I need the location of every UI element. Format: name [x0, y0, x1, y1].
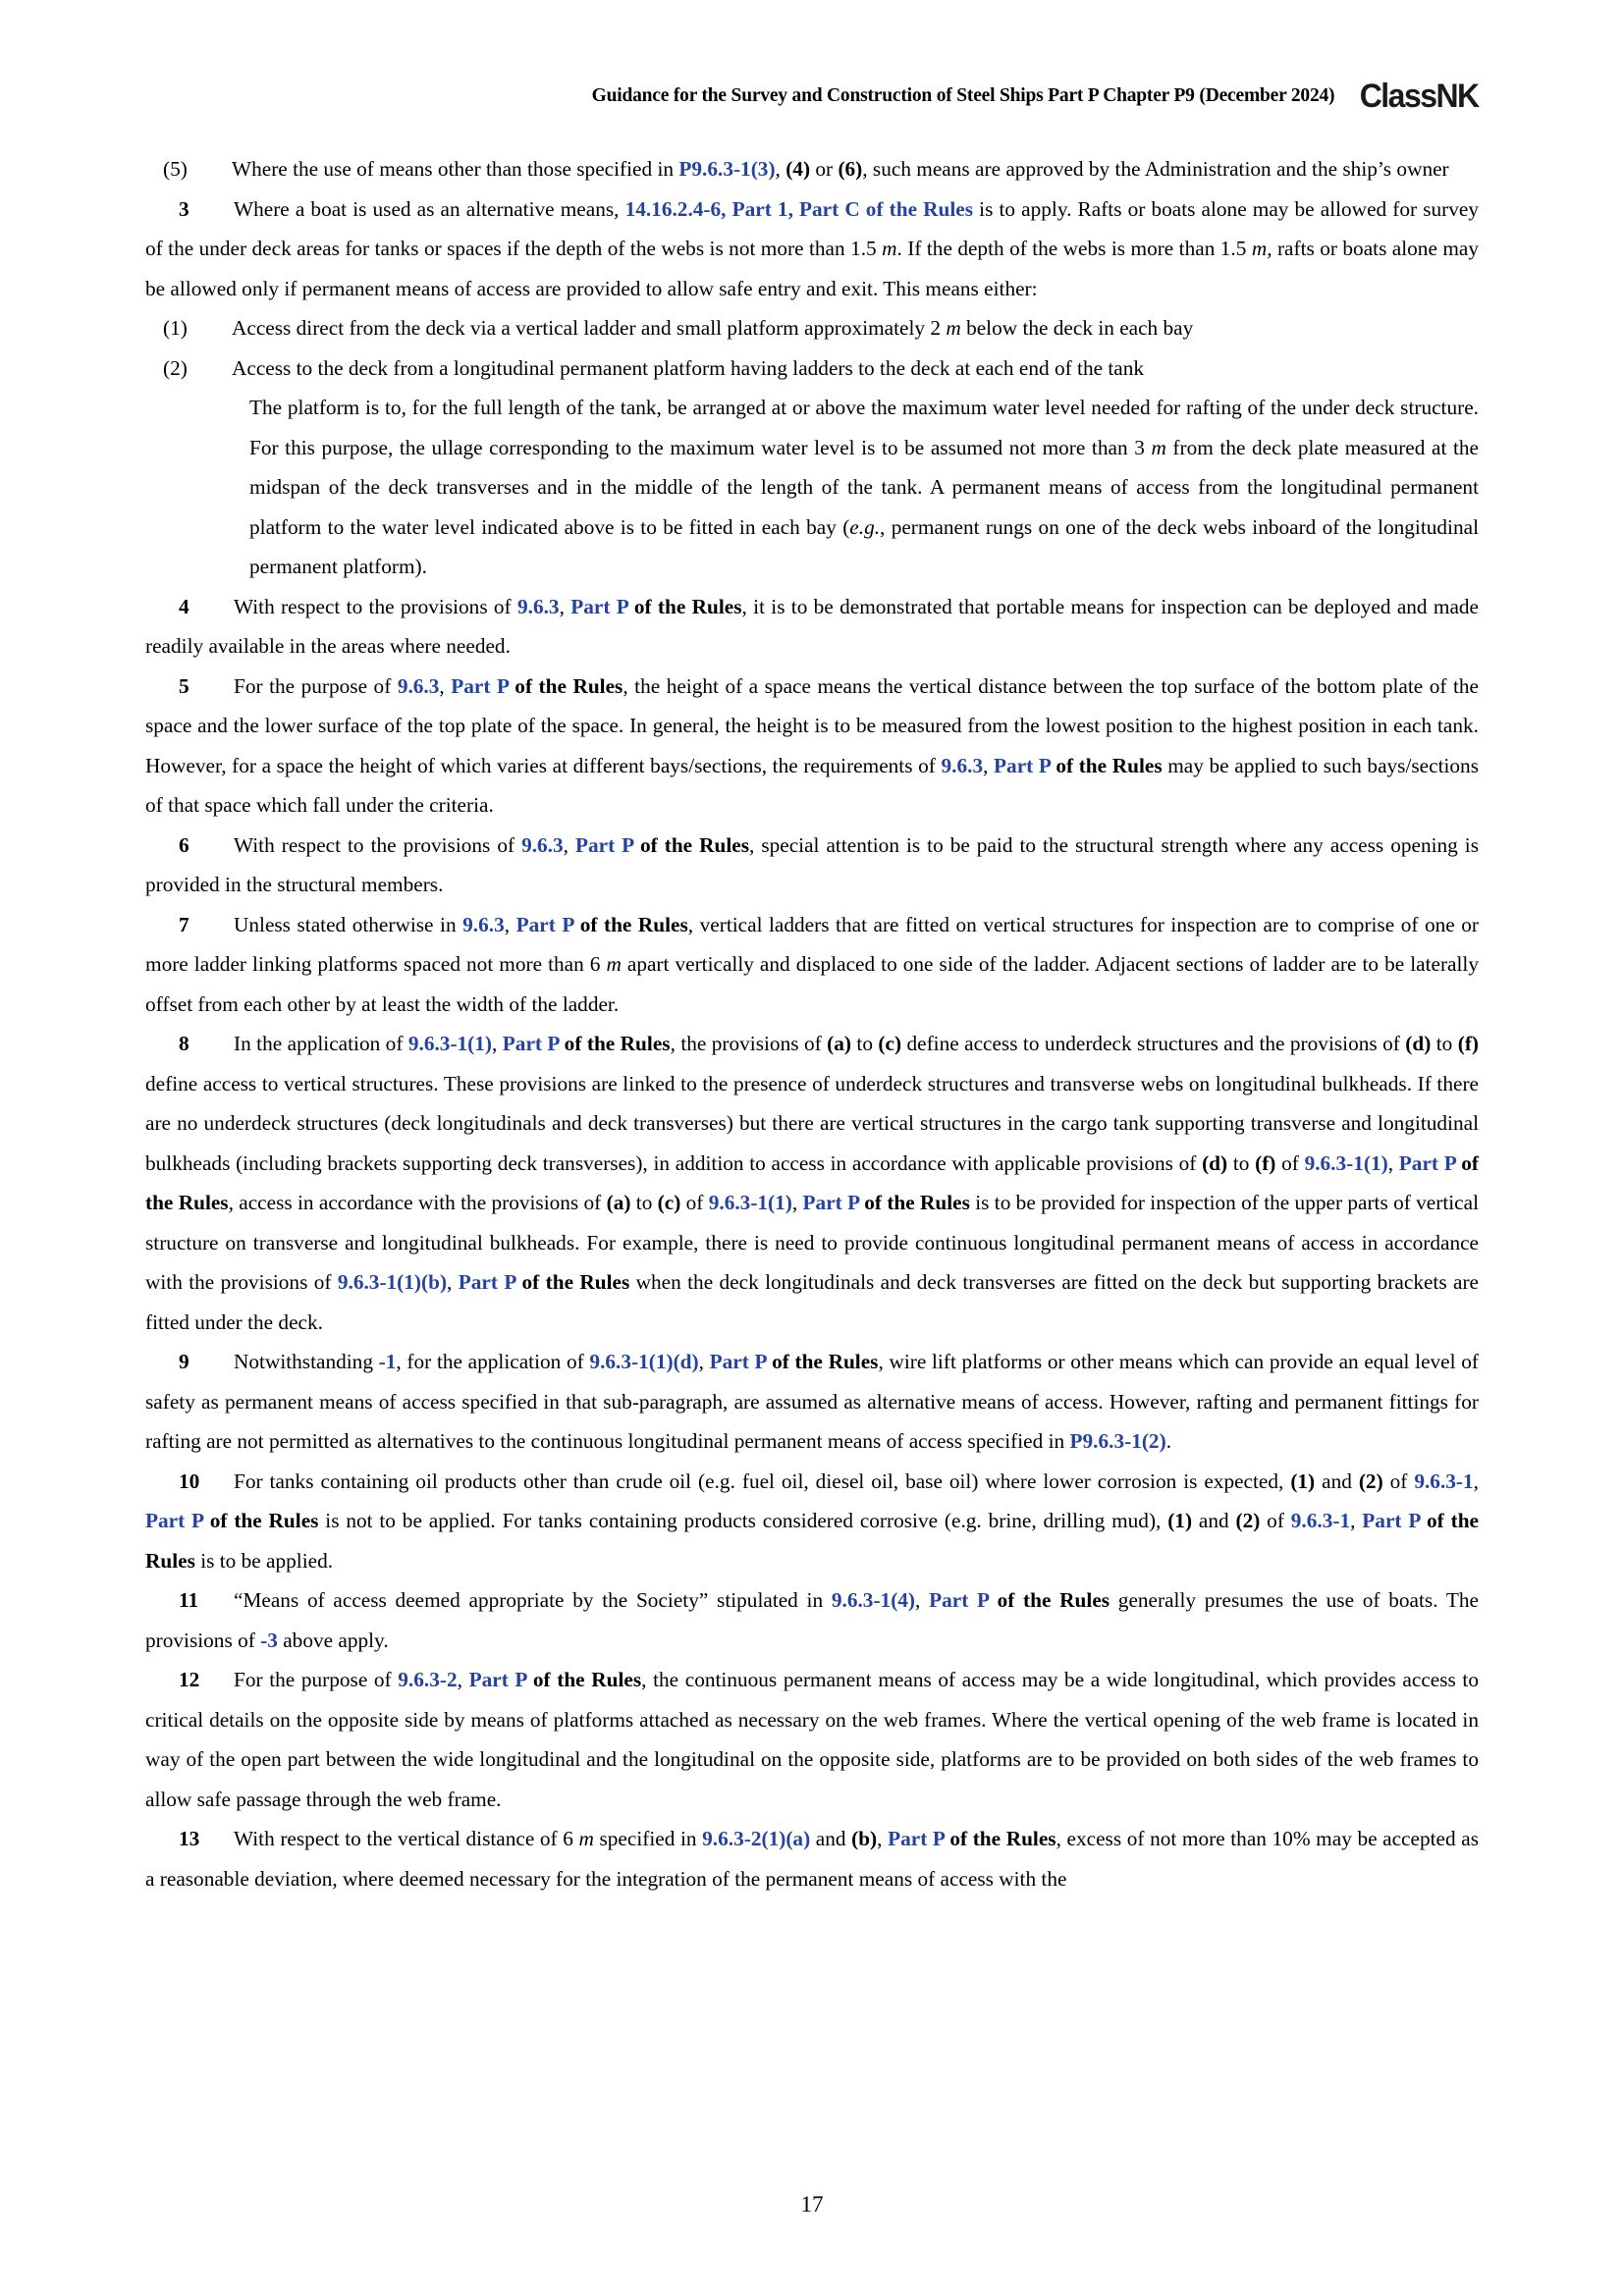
- page-content: [145, 149, 1479, 1898]
- page-number: 17: [800, 2192, 824, 2216]
- cross-reference: 9.6.3-1(1): [708, 1191, 792, 1214]
- cross-reference: Part P: [1398, 1150, 1456, 1175]
- paragraph-3: 3 Where a boat is used as an alternative means, 14.16.2.4-6, Part 1, Part C of the Rules is to apply. Rafts or boats alone may be allowed for survey of the under deck areas for tanks or spaces if the depth of the webs is not more than 1.5 m. If the depth of the webs is more than 1.5 m, rafts or boats alone may be allowed only if permanent means of access are provided to allow safe entry and exit. This means either:: [145, 189, 1479, 309]
- cross-reference: 9.6.3-1(1)(d): [589, 1350, 699, 1373]
- paragraph-7: 7 Unless stated otherwise in 9.6.3, Part P of the Rules, vertical ladders that are fitted on vertical structures for inspection are to comprise of one or more ladder linking platforms spaced not more than 6 m apart vertically and displaced to one side of the ladder. Adjacent sections of ladder are to be laterally offset from each other by at least the width of the ladder.: [145, 905, 1479, 1025]
- paragraph-number: 12: [179, 1668, 200, 1691]
- cross-reference: Part P: [994, 753, 1051, 777]
- list-item-5: (5) Where the use of means other than those specified in P9.6.3-1(3), (4) or (6), such means are approved by the Administration and the ship’s owner: [145, 149, 1479, 189]
- cross-reference: 9.6.3-1(1): [1304, 1150, 1388, 1175]
- paragraph-number: 10: [179, 1468, 200, 1493]
- cross-reference: 9.6.3: [516, 594, 560, 618]
- paragraph-4: 4 With respect to the provisions of 9.6.3, Part P of the Rules, it is to be demonstrated that portable means for inspection can be deployed and made readily available in the areas where needed.: [145, 587, 1479, 667]
- cross-reference: Part P: [929, 1588, 989, 1612]
- paragraph-6: 6 With respect to the provisions of 9.6.3, Part P of the Rules, special attention is to be paid to the structural strength where any access opening is provided in the structural members.: [145, 826, 1479, 905]
- cross-reference: -1: [378, 1350, 397, 1373]
- header-title: Guidance for the Survey and Construction of Steel Ships Part P Chapter P9 (December 2024): [591, 85, 1335, 106]
- cross-reference: 9.6.3-1(1)(b): [337, 1270, 448, 1294]
- cross-reference: -3: [260, 1628, 278, 1652]
- cross-reference: Part P: [888, 1827, 945, 1850]
- cross-reference: Part P: [502, 1032, 560, 1055]
- paragraph-number: 9: [179, 1350, 189, 1373]
- paragraph-number: 5: [179, 673, 189, 698]
- cross-reference: P9.6.3-1(3): [678, 157, 776, 181]
- paragraph-5: 5 For the purpose of 9.6.3, Part P of the Rules, the height of a space means the vertical distance between the top surface of the bottom plate of the space and the lower surface of the top plate of the space. In general, the height is to be measured from the lowest position to the highest position in each tank. However, for a space the height of which varies at different bays/sections, the requirements of 9.6.3, Part P of the Rules may be applied to such bays/sections of that space which fall under the criteria.: [145, 667, 1479, 826]
- cross-reference: P9.6.3-1(2): [1069, 1429, 1166, 1453]
- page-footer: [0, 2192, 1624, 2217]
- cross-reference: Part P: [145, 1509, 203, 1532]
- list-item-3-2: (2) Access to the deck from a longitudinal permanent platform having ladders to the deck at each end of the tank: [145, 348, 1479, 389]
- paragraph-13: 13 With respect to the vertical distance of 6 m specified in 9.6.3-2(1)(a) and (b), Part P of the Rules, excess of not more than 10% may be accepted as a reasonable deviation, where deemed necessary for the integration of the permanent means of access with the: [145, 1819, 1479, 1898]
- paragraph-10: 10 For tanks containing oil products other than crude oil (e.g. fuel oil, diesel oil, base oil) where lower corrosion is expected, (1) and (2) of 9.6.3-1, Part P of the Rules is not to be applied. For tanks containing products considered corrosive (e.g. brine, drilling mud), (1) and (2) of 9.6.3-1, Part P of the Rules is to be applied.: [145, 1462, 1479, 1581]
- paragraph-number: 6: [179, 832, 189, 857]
- cross-reference: 9.6.3-2(1)(a): [702, 1827, 811, 1850]
- paragraph-number: 13: [179, 1827, 200, 1850]
- cross-reference: Part P: [451, 673, 509, 698]
- paragraph-number: 3: [179, 196, 189, 221]
- cross-reference: 9.6.3-2: [398, 1668, 458, 1691]
- cross-reference: 9.6.3-1(1): [407, 1032, 493, 1055]
- cross-reference: Part P: [1362, 1509, 1421, 1532]
- paragraph-number: 8: [179, 1032, 189, 1055]
- paragraph-number: 11: [179, 1588, 199, 1612]
- paragraph-12: 12 For the purpose of 9.6.3-2, Part P of the Rules, the continuous permanent means of access may be a wide longitudinal, which provides access to critical details on the opposite side by means of platforms attached as necessary on the web frames. Where the vertical opening of the web frame is located in way of the open part between the wide longitudinal and the longitudinal on the opposite side, platforms are to be provided on both sides of the web frames to allow safe passage through the web frame.: [145, 1660, 1479, 1819]
- list-item-3-2-continuation: The platform is to, for the full length of the tank, be arranged at or above the maximum water level needed for rafting of the under deck structure. For this purpose, the ullage corresponding to the maximum water level is to be assumed not more than 3 m from the deck plate measured at the midspan of the deck transverses and in the middle of the length of the tank. A permanent means of access from the longitudinal permanent platform to the water level indicated above is to be fitted in each bay (e.g., permanent rungs on one of the deck webs inboard of the longitudinal permanent platform).: [249, 396, 1479, 578]
- cross-reference: Part P: [515, 912, 574, 936]
- cross-reference: Part P: [709, 1350, 767, 1373]
- cross-reference: 9.6.3: [397, 673, 440, 698]
- paragraph-8: 8 In the application of 9.6.3-1(1), Part P of the Rules, the provisions of (a) to (c) define access to underdeck structures and the provisions of (d) to (f) define access to vertical structures. These provisions are linked to the presence of underdeck structures and transverse webs on longitudinal bulkheads. If there are no underdeck structures (deck longitudinals and deck transverses) but there are vertical structures in the cargo tank supporting transverse and longitudinal bulkheads (including brackets supporting deck transverses), in addition to access in accordance with applicable provisions of (d) to (f) of 9.6.3-1(1), Part P of the Rules, access in accordance with the provisions of (a) to (c) of 9.6.3-1(1), Part P of the Rules is to be provided for inspection of the upper parts of vertical structure on transverse and longitudinal bulkheads. For example, there is need to provide continuous longitudinal permanent means of access in accordance with the provisions of 9.6.3-1(1)(b), Part P of the Rules when the deck longitudinals and deck transverses are fitted on the deck but supporting brackets are fitted under the deck.: [145, 1024, 1479, 1342]
- paragraph-number: 7: [179, 912, 189, 936]
- cross-reference: 9.6.3: [941, 753, 984, 777]
- cross-reference: 9.6.3: [462, 912, 505, 936]
- cross-reference: Part P: [802, 1191, 859, 1214]
- page-header: [0, 77, 1624, 116]
- cross-reference: Part P: [574, 832, 634, 857]
- list-item-number: (1): [163, 316, 188, 340]
- cross-reference: Part P: [468, 1668, 527, 1691]
- cross-reference: 9.6.3-1: [1414, 1468, 1474, 1493]
- cross-reference: Part P: [570, 594, 628, 618]
- list-item-number: (5): [163, 157, 188, 181]
- cross-reference: 14.16.2.4-6, Part 1, Part C of the Rules: [624, 196, 974, 221]
- paragraph-11: 11 “Means of access deemed appropriate by the Society” stipulated in 9.6.3-1(4), Part P of the Rules generally presumes the use of boats. The provisions of -3 above apply.: [145, 1580, 1479, 1660]
- list-item-3-1: (1) Access direct from the deck via a vertical ladder and small platform approximately 2 m below the deck in each bay: [145, 308, 1479, 348]
- cross-reference: 9.6.3-1: [1290, 1509, 1351, 1532]
- list-item-number: (2): [163, 355, 188, 380]
- classnk-logo: ClassNK: [1360, 78, 1479, 115]
- cross-reference: 9.6.3-1(4): [831, 1588, 916, 1612]
- paragraph-number: 4: [179, 594, 189, 618]
- cross-reference: 9.6.3: [521, 832, 564, 857]
- paragraph-9: 9 Notwithstanding -1, for the application of 9.6.3-1(1)(d), Part P of the Rules, wire lift platforms or other means which can provide an equal level of safety as permanent means of access specified in that sub-paragraph, are assumed as alternative means of access. However, rafting and permanent fittings for rafting are not permitted as alternatives to the continuous longitudinal permanent means of access specified in P9.6.3-1(2).: [145, 1342, 1479, 1462]
- cross-reference: Part P: [458, 1270, 516, 1294]
